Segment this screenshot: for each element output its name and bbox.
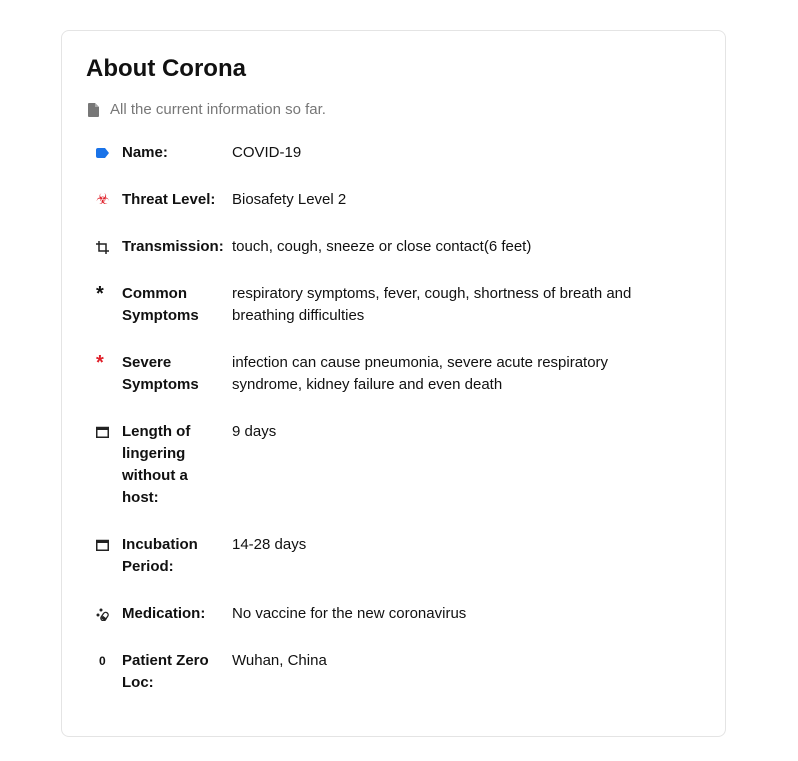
zero-icon: 0 [99, 654, 106, 668]
row-label: Severe Symptoms [122, 354, 199, 393]
card-title: About Corona [86, 55, 246, 82]
label-icon [92, 142, 122, 164]
row-value: Wuhan, China [232, 652, 327, 669]
info-row-patient-zero [92, 650, 692, 694]
row-value: infection can cause pneumonia, severe acute respiratory syndrome, kidney failure and even death [232, 354, 609, 393]
row-label: Threat Level: [122, 191, 216, 208]
calendar-icon [92, 421, 122, 443]
row-value: 9 days [232, 423, 277, 440]
row-value: COVID-19 [232, 144, 302, 161]
row-value: No vaccine for the new coronavirus [232, 605, 467, 622]
row-value: respiratory symptoms, fever, cough, shortness of breath and breathing difficulties [232, 285, 632, 324]
info-row-common-symptoms [92, 283, 692, 327]
pills-icon [92, 603, 122, 625]
row-label: Length of lingering without a host: [122, 423, 191, 506]
asterisk-icon: * [96, 283, 104, 305]
row-label: Name: [122, 144, 168, 161]
info-list [92, 142, 692, 719]
row-label: Transmission: [122, 238, 224, 255]
info-row-medication [92, 603, 692, 625]
crop-icon [92, 236, 122, 258]
info-row-severe-symptoms [92, 352, 692, 396]
asterisk-red-icon: * [96, 352, 104, 374]
row-label: Medication: [122, 605, 206, 622]
row-label: Common Symptoms [122, 285, 199, 324]
subtitle-text: All the current information so far. [110, 101, 326, 118]
info-row-transmission [92, 236, 692, 258]
row-value: touch, cough, sneeze or close contact(6 feet) [232, 238, 532, 255]
biohazard-icon: ☣ [96, 191, 110, 208]
row-value: Biosafety Level 2 [232, 191, 347, 208]
info-row-threat-level [92, 189, 692, 211]
about-corona-card [61, 30, 726, 737]
calendar-icon [92, 534, 122, 556]
info-row-lingering [92, 421, 692, 509]
row-label: Patient Zero Loc: [122, 652, 209, 691]
info-row-name [92, 142, 692, 164]
document-icon [88, 103, 99, 117]
row-value: 14-28 days [232, 536, 307, 553]
info-row-incubation [92, 534, 692, 578]
row-label: Incubation Period: [122, 536, 198, 575]
card-subtitle [88, 101, 326, 118]
